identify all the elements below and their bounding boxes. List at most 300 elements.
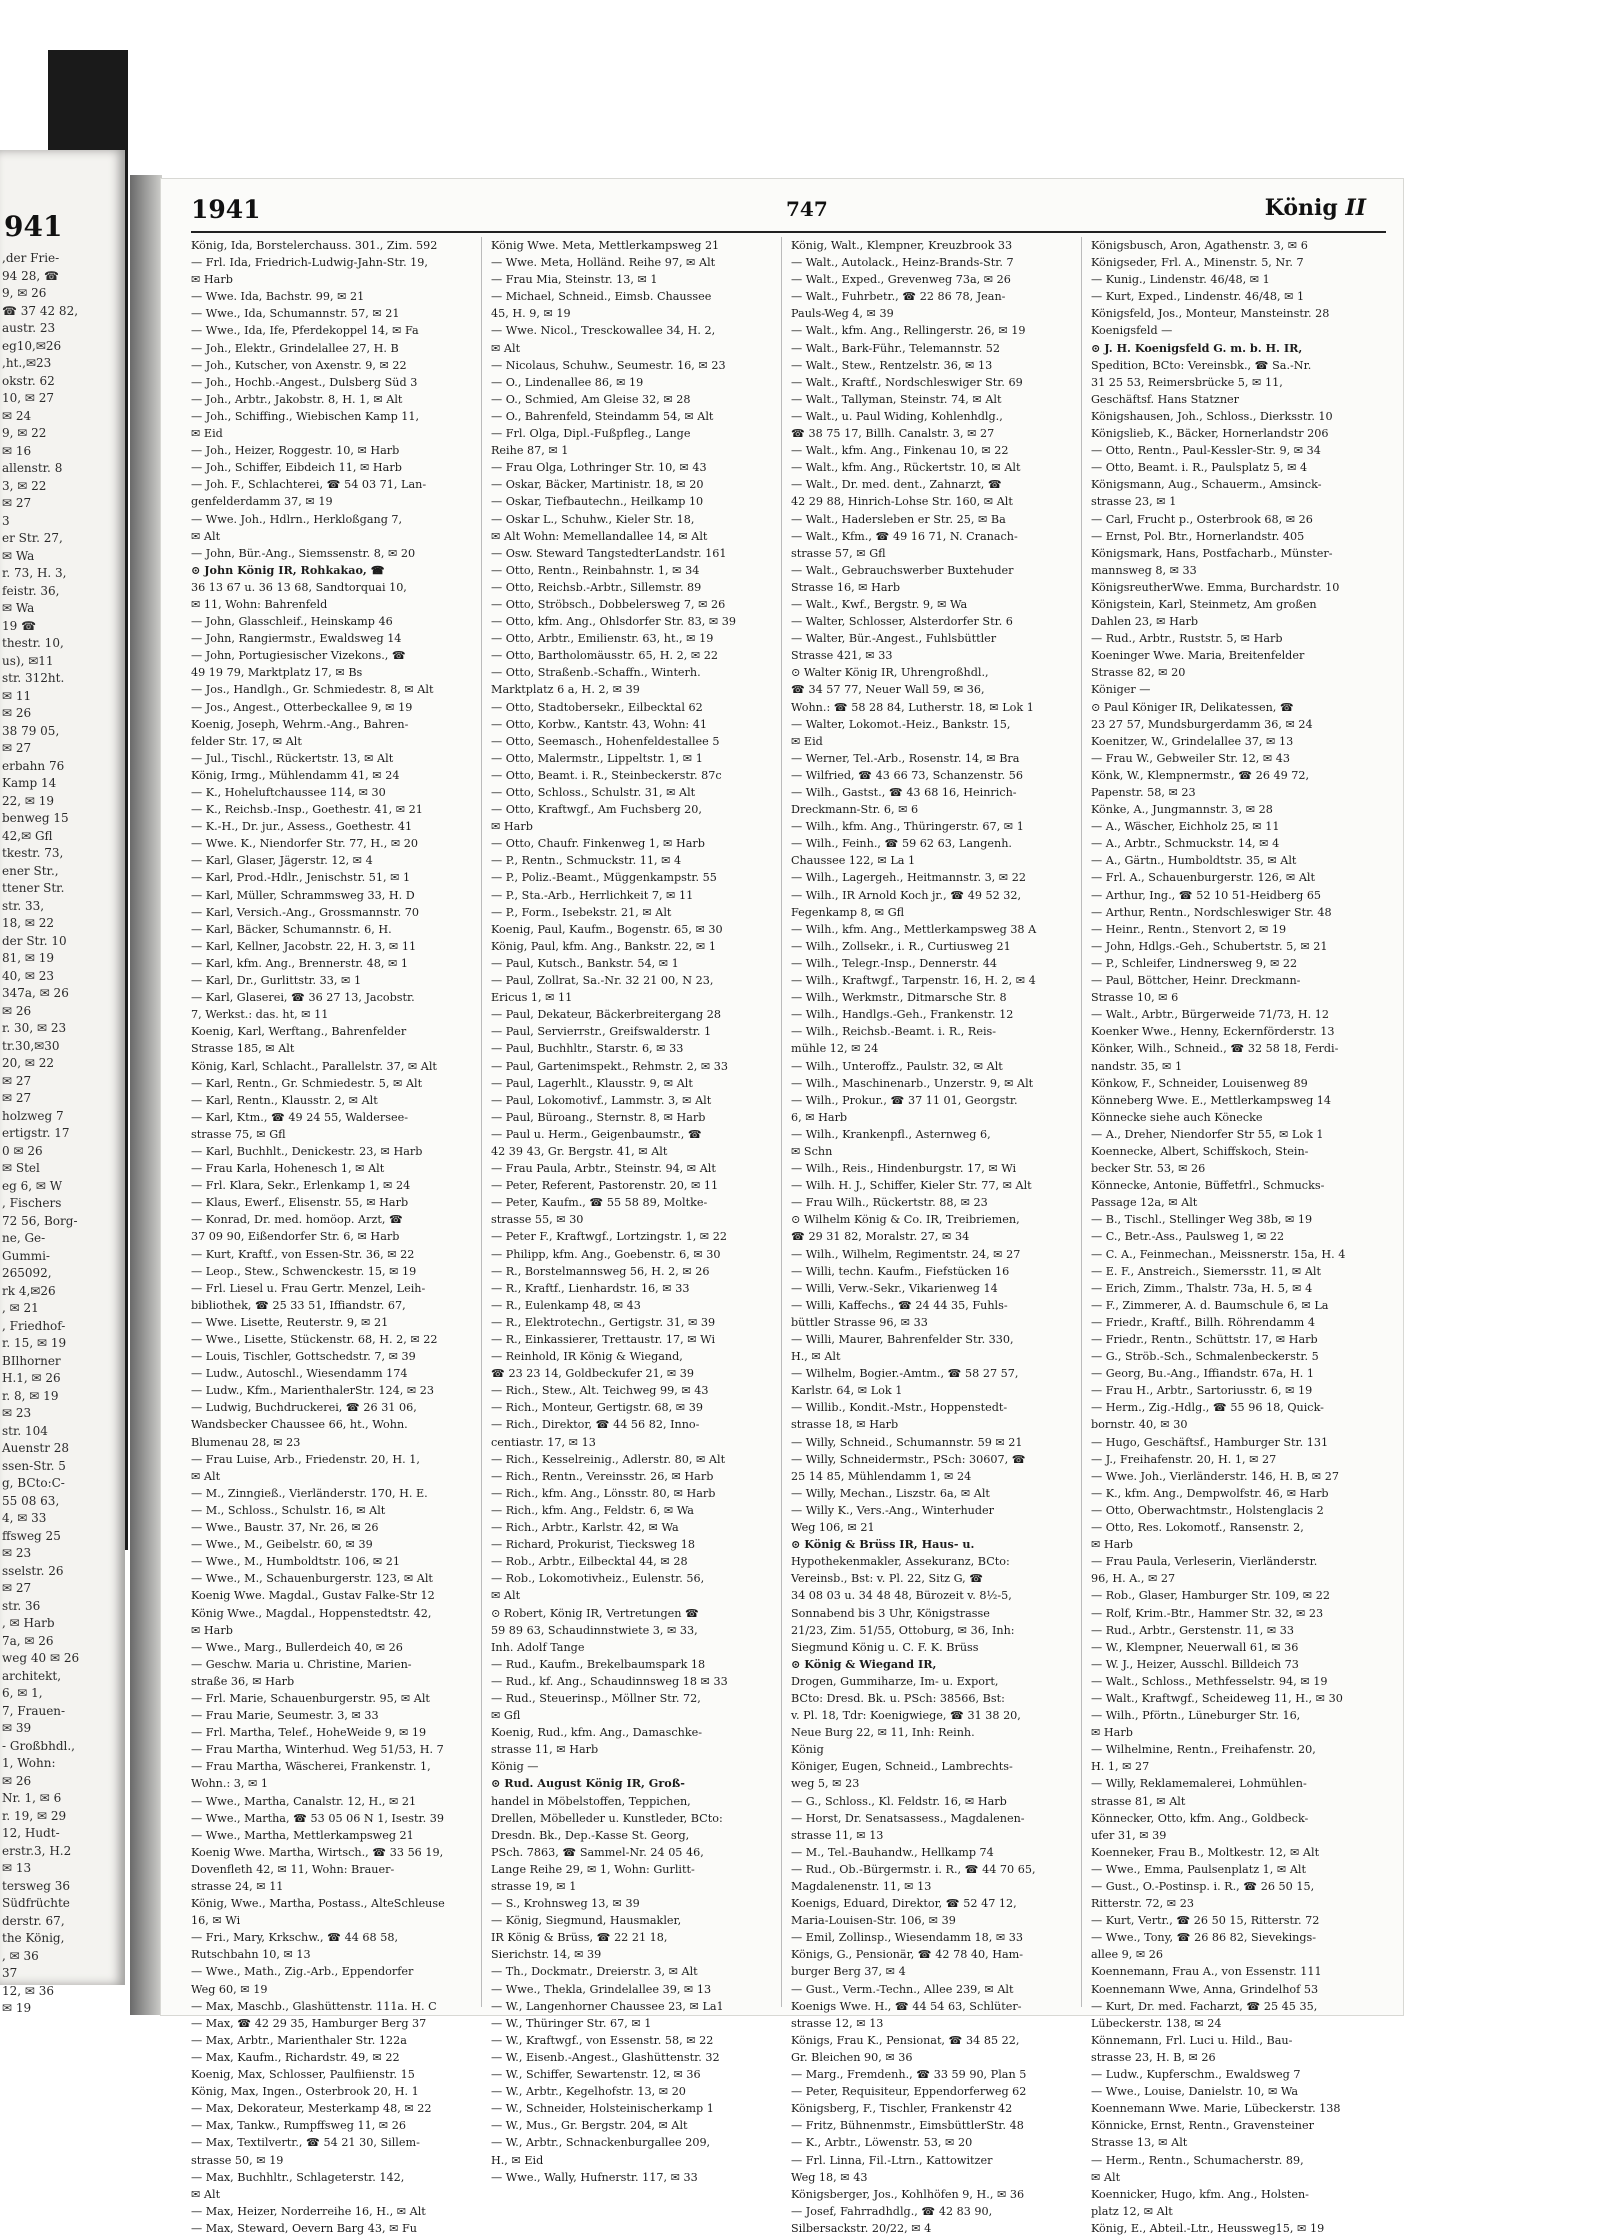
directory-entry: — Ludw., Kfm., MarienthalerStr. 124, ✉ 23 [191,1384,435,1398]
directory-entry: — Wilh., kfm. Ang., Mettlerkampsweg 38 A [791,922,1037,936]
directory-entry: Koenigsfeld — [1091,324,1173,338]
directory-entry: — Frau Wilh., Rückertstr. 88, ✉ 23 [791,1196,988,1210]
directory-entry: — Wwe. Ida, Bachstr. 99, ✉ 21 [191,290,365,304]
directory-entry: — Otto, Seemasch., Hohenfeldestallee 5 [491,734,720,748]
directory-entry: — Rolf, Krim.-Btr., Hammer Str. 32, ✉ 23 [1091,1606,1324,1620]
directory-entry: — Rich., kfm. Ang., Feldstr. 6, ✉ Wa [491,1503,694,1517]
directory-entry: — Willib., Kondit.-Mstr., Hoppenstedt- [791,1401,1008,1415]
directory-entry: — Max, Tankw., Rumpffsweg 11, ✉ 26 [191,2119,406,2133]
directory-entry: Koenig, Paul, Kaufm., Bogenstr. 65, ✉ 30 [491,922,723,936]
directory-entry: — J., Freihafenstr. 20, H. 1, ✉ 27 [1091,1452,1277,1466]
previous-page-line: tkestr. 73, [2,846,64,860]
directory-entry: 96, H. A., ✉ 27 [1091,1572,1176,1586]
previous-page-line: ertigstr. 17 [2,1126,70,1140]
directory-entry: ⊙ Robert, König IR, Vertretungen ☎ [491,1606,699,1620]
directory-entry: — Max, ☎ 42 29 35, Hamburger Berg 37 [191,2016,427,2030]
directory-entry: — Ludw., Autoschl., Wiesendamm 174 [191,1367,408,1381]
previous-page-line: ssen-Str. 5 [2,1458,66,1473]
directory-entry: — Rud., Steuerinsp., Möllner Str. 72, [491,1691,701,1705]
page-gutter-shadow [130,175,162,2015]
directory-entry: — O., Lindenallee 86, ✉ 19 [491,375,644,389]
directory-entry: platz 12, ✉ Alt [1091,2204,1173,2218]
previous-page-line: r. 30, ✉ 23 [2,1021,67,1035]
previous-page-line: 10, ✉ 27 [2,391,55,405]
previous-page-line: architekt, [2,1668,62,1683]
directory-entry: — Frl. Olga, Dipl.-Fußpfleg., Lange [491,427,691,441]
directory-entry: — Paul, Buchhltr., Starstr. 6, ✉ 33 [491,1042,684,1056]
directory-entry: König, Max, Ingen., Osterbrook 20, H. 1 [191,2085,419,2099]
directory-entry: strasse 18, ✉ Harb [791,1418,899,1432]
directory-entry: Chaussee 122, ✉ La 1 [791,854,916,868]
directory-entry: Könnemann, Frl. Luci u. Hild., Bau- [1091,2033,1293,2047]
directory-entry: — Willy, Schneidermstr., PSch: 30607, ☎ [791,1452,1026,1466]
directory-entry: ✉ Harb [491,820,533,834]
previous-page-line: ✉ 19 [2,2001,32,2015]
previous-page-line: 12, ✉ 36 [2,1983,55,1998]
column-3 [791,237,1082,2235]
directory-entry: — Fritz, Bühnenmstr., EimsbüttlerStr. 48 [791,2119,1024,2133]
previous-page-line: okstr. 62 [2,373,55,388]
directory-entry: — Wwe., Wally, Hufnerstr. 117, ✉ 33 [491,2170,698,2184]
directory-entry: IR König & Brüss, ☎ 22 21 18, [491,1931,668,1945]
directory-entry: — K., Reichsb.-Insp., Goethestr. 41, ✉ 21 [191,803,423,817]
directory-entry: — Gust., O.-Postinsp. i. R., ☎ 26 50 15, [1091,1880,1315,1893]
directory-entry: — Walt., Arbtr., Bürgerweide 71/73, H. 12 [1091,1008,1330,1022]
directory-entry: Königsbusch, Aron, Agathenstr. 3, ✉ 6 [1091,239,1308,252]
directory-entry: — Rich., Direktor, ☎ 44 56 82, Inno- [491,1418,700,1432]
directory-entry: — Wwe., Math., Zig.-Arb., Eppendorfer [191,1965,414,1979]
directory-entry: 31 25 53, Reimersbrücke 5, ✉ 11, [1091,375,1283,389]
directory-entry: — Peter, Referent, Pastorenstr. 20, ✉ 11 [491,1179,719,1193]
directory-entry: — Wwe. Meta, Holländ. Reihe 97, ✉ Alt [491,256,716,270]
directory-entry: — Walt., Gebrauchswerber Buxtehuder [791,563,1014,577]
directory-entry: v. Pl. 18, Tdr: Koenigwiege, ☎ 31 38 20, [791,1709,1021,1723]
directory-entry: Dovenfleth 42, ✉ 11, Wohn: Brauer- [191,1862,395,1876]
directory-entry: — Max, Buchhltr., Schlageterstr. 142, [191,2170,405,2184]
directory-entry: H., ✉ Eid [491,2153,544,2167]
directory-entry: — Gust., Verm.-Techn., Allee 239, ✉ Alt [791,1982,1014,1996]
directory-entry: Strasse 16, ✉ Harb [791,580,901,594]
directory-entry: 37 09 90, Eißendorfer Str. 6, ✉ Harb [191,1230,400,1244]
directory-entry: — Frau Karla, Hohenesch 1, ✉ Alt [191,1162,385,1176]
directory-entry: — Walt., Kraftf., Nordschleswiger Str. 69 [791,375,1023,389]
directory-entry: — Walt., Exped., Grevenweg 73a, ✉ 26 [791,273,1011,287]
previous-page-line: rk 4,✉26 [2,1283,56,1298]
directory-entry: — Josef, Fahrradhdlg., ☎ 42 83 90, [791,2204,993,2218]
previous-page-line: sselstr. 26 [2,1563,64,1578]
directory-entry: — Karl, Müller, Schrammsweg 33, H. D [191,888,415,902]
directory-entry: — Max, Textilvertr., ☎ 54 21 30, Sillem- [191,2136,420,2150]
directory-entry: — Frau Mia, Steinstr. 13, ✉ 1 [491,273,658,287]
directory-entry: Inh. Adolf Tange [491,1640,585,1654]
previous-page-line: 347a, ✉ 26 [2,986,69,1000]
directory-entry: strasse 81, ✉ Alt [1091,1794,1186,1808]
previous-page-line: 42,✉ Gfl [2,828,53,843]
directory-entry: H. 1, ✉ 27 [1091,1760,1150,1774]
directory-entry: — Otto, Beamt. i. R., Steinbeckerstr. 87c [491,768,722,782]
directory-entry: — Michael, Schneid., Eimsb. Chaussee [491,290,712,304]
directory-entry: Koenig, Rud., kfm. Ang., Damaschke- [491,1726,702,1740]
directory-entry: — Rud., Kaufm., Brekelbaumspark 18 [491,1657,706,1671]
directory-entry: — R., Eulenkamp 48, ✉ 43 [491,1298,641,1312]
previous-page-line: 94 28, ☎ [2,268,59,283]
directory-entry: — Wilh., Werkmstr., Ditmarsche Str. 8 [791,991,1007,1005]
directory-entry: — Wilh., Kraftwgf., Tarpenstr. 16, H. 2, ✉ 4 [791,974,1036,988]
directory-entry: — A., Dreher, Niendorfer Str 55, ✉ Lok 1 [1091,1127,1324,1141]
directory-entry: — Wwe., Marg., Bullerdeich 40, ✉ 26 [191,1640,403,1654]
directory-entry: Drogen, Gummiharze, Im- u. Export, [791,1674,999,1688]
directory-entry: — Walt., kfm. Ang., Finkenau 10, ✉ 22 [791,444,1009,458]
directory-entry: — Karl, Rentn., Klausstr. 2, ✉ Alt [191,1093,378,1107]
directory-entry: handel in Möbelstoffen, Teppichen, [491,1794,691,1808]
directory-entry: — Willi, techn. Kaufm., Fiefstücken 16 [791,1264,1010,1278]
directory-entry: — Otto, Schloss., Schulstr. 31, ✉ Alt [491,786,696,799]
directory-entry: ✉ Alt [191,1469,221,1483]
previous-page-line: thestr. 10, [2,636,64,650]
directory-entry: — Willy, Reklamemalerei, Lohmühlen- [1091,1777,1307,1791]
directory-entry: — W., Thüringer Str. 67, ✉ 1 [491,2016,652,2030]
directory-entry: ⊙ König & Brüss IR, Haus- u. [791,1537,975,1552]
directory-entry: — Werner, Tel.-Arb., Rosenstr. 14, ✉ Bra [791,751,1020,765]
directory-entry: — P., Poliz.-Beamt., Müggenkampstr. 55 [491,871,717,885]
previous-page-line: ✉ 27 [2,1091,32,1105]
directory-entry: ⊙ Rud. August König IR, Groß- [491,1776,685,1791]
directory-entry: — K., Arbtr., Löwenstr. 53, ✉ 20 [791,2136,973,2150]
previous-page-year: 941 [4,210,63,243]
directory-entry: Silbersackstr. 20/22, ✉ 4 [791,2221,932,2235]
directory-entry: Papenstr. 58, ✉ 23 [1091,786,1196,799]
directory-entry: — Paul, Servierrstr., Greifswalderstr. 1 [491,1025,712,1039]
previous-page-line: ✉ 26 [2,1773,32,1788]
directory-entry: Gr. Bleichen 90, ✉ 36 [791,2050,913,2064]
directory-entry: Könnecke siehe auch Könecke [1091,1110,1263,1124]
previous-page-line: 3, ✉ 22 [2,478,47,493]
previous-page-line: erstr.3, H.2 [2,1843,72,1858]
directory-entry: Könneberg Wwe. E., Mettlerkampsweg 14 [1091,1093,1332,1107]
directory-entry: — Wilh., Prokur., ☎ 37 11 01, Georgstr. [791,1093,1018,1107]
directory-entry: — Frau W., Gebweiler Str. 12, ✉ 43 [1091,751,1290,765]
directory-entry: König Wwe., Magdal., Hoppenstedtstr. 42, [191,1606,432,1620]
directory-entry: Karlstr. 64, ✉ Lok 1 [791,1384,903,1398]
directory-entry: — Wwe., M., Geibelstr. 60, ✉ 39 [191,1538,373,1552]
directory-entry: — Frau Paula, Verleserin, Vierländerstr. [1091,1555,1318,1569]
directory-entry: — Rich., Monteur, Gertigstr. 68, ✉ 39 [491,1401,703,1415]
directory-entry: — Paul, Zollrat, Sa.-Nr. 32 21 00, N 23, [491,974,714,988]
directory-entry: — W., Schneider, Holsteinischerkamp 1 [491,2102,714,2116]
previous-page-line: 37 [2,1966,18,1980]
directory-entry: — Wwe. Nicol., Tresckowallee 34, H. 2, [491,324,716,338]
directory-entry: — R., Borstelmannsweg 56, H. 2, ✉ 26 [491,1264,710,1278]
directory-entry: — Geschw. Maria u. Christine, Marien- [191,1657,412,1671]
directory-entry: straße 36, ✉ Harb [191,1674,295,1688]
directory-entry: Koennemann Wwe. Marie, Lübeckerstr. 138 [1091,2102,1341,2116]
directory-entry: — Rich., Rentn., Vereinsstr. 26, ✉ Harb [491,1469,714,1483]
previous-page-line: ✉ 23 [2,1546,32,1560]
column-4 [1091,237,1381,2235]
directory-entry: — Wwe. K., Niendorfer Str. 77, H., ✉ 20 [191,837,419,851]
directory-entry: ✉ Schn [791,1144,833,1158]
directory-entry: Lange Reihe 29, ✉ 1, Wohn: Gurlitt- [491,1862,695,1876]
previous-page-line: benweg 15 [2,811,69,825]
directory-entry: Pauls-Weg 4, ✉ 39 [791,307,894,321]
directory-entry: Koenker Wwe., Henny, Eckernförderstr. 13 [1091,1025,1335,1039]
previous-page-line: 7, Frauen- [2,1703,66,1718]
directory-entry: — Walt., Bark-Führ., Telemannstr. 52 [791,341,1001,355]
directory-entry: ⊙ Walter König IR, Uhrengroßhdl., [791,666,989,680]
previous-page-line: , Friedhof- [2,1318,66,1333]
directory-entry: — Wilh., Unteroffz., Paulstr. 32, ✉ Alt [791,1059,1003,1073]
directory-entry: — Joh., Kutscher, von Axenstr. 9, ✉ 22 [191,358,407,372]
directory-entry: Könkow, F., Schneider, Louisenweg 89 [1091,1076,1308,1090]
previous-page-line: ✉ 27 [2,1581,32,1595]
directory-entry: — Karl, Versich.-Ang., Grossmannstr. 70 [191,905,419,919]
directory-entry: 36 13 67 u. 36 13 68, Sandtorquai 10, [191,580,407,594]
directory-entry: becker Str. 53, ✉ 26 [1091,1162,1206,1176]
directory-entry: — Walt., Schloss., Methfesselstr. 94, ✉ 19 [1091,1674,1328,1688]
directory-entry: — Wwe., Lisette, Stückenstr. 68, H. 2, ✉ 22 [191,1333,438,1346]
directory-entry: ☎ 38 75 17, Billh. Canalstr. 3, ✉ 27 [791,427,995,441]
directory-entry: Spedition, BCto: Vereinsbk., ☎ Sa.-Nr. [1091,358,1312,372]
directory-entry: Rutschbahn 10, ✉ 13 [191,1948,311,1962]
previous-page-line: g, BCto:C- [2,1476,65,1490]
previous-page-line: allenstr. 8 [2,461,63,475]
previous-page-line: 4, ✉ 33 [2,1511,47,1525]
directory-entry: nandstr. 35, ✉ 1 [1091,1059,1183,1073]
previous-page-line: 72 56, Borg- [2,1213,78,1228]
directory-entry: Blumenau 28, ✉ 23 [191,1435,301,1449]
directory-entry: ✉ Eid [191,427,223,441]
directory-entry: Königslieb, K., Bäcker, Hornerlandstr 206 [1091,427,1329,441]
directory-entry: — Wilh., Krankenpfl., Asternweg 6, [791,1127,991,1141]
directory-entry: ✉ Alt [1091,2170,1121,2184]
directory-entry: — Karl, Buchhlt., Denickestr. 23, ✉ Harb [191,1144,423,1158]
previous-page-line: str. 33, [2,898,45,913]
directory-entry: mannsweg 8, ✉ 33 [1091,563,1197,577]
directory-entry: — Ludw., Kupferschm., Ewaldsweg 7 [1091,2068,1301,2082]
directory-entry: — P., Sta.-Arb., Herrlichkeit 7, ✉ 11 [491,888,694,902]
directory-entry: König, Irmg., Mühlendamm 41, ✉ 24 [191,768,400,782]
previous-page-line: ✉ Wa [2,548,35,563]
directory-entry: Königsberg, F., Tischler, Frankenstr 42 [791,2102,1013,2116]
previous-page-line: str. 36 [2,1598,41,1613]
directory-entry: — Emil, Zollinsp., Wiesendamm 18, ✉ 33 [791,1931,1023,1945]
previous-page-line: Gummi- [2,1248,50,1263]
directory-entry: — Wilh., Pförtn., Lüneburger Str. 16, [1091,1709,1301,1723]
previous-page-line: ✉ 39 [2,1721,32,1735]
directory-entry: Weg 106, ✉ 21 [791,1521,875,1535]
directory-entry: Koenig, Karl, Werftang., Bahrenfelder [191,1025,407,1039]
directory-entry: strasse 11, ✉ Harb [491,1743,599,1757]
directory-entry: — Wilhelm, Bogier.-Amtm., ☎ 58 27 57, [791,1367,1019,1381]
directory-entry: — Kurt, Vertr., ☎ 26 50 15, Ritterstr. 72 [1091,1914,1320,1928]
directory-entry: Wandsbecker Chaussee 66, ht., Wohn. [191,1418,408,1432]
directory-entry: — Wilh., Zollsekr., i. R., Curtiusweg 21 [791,939,1011,953]
directory-entry: — Karl, kfm. Ang., Brennerstr. 48, ✉ 1 [191,956,408,970]
directory-entry: — Joh., Heizer, Roggestr. 10, ✉ Harb [191,444,400,458]
directory-entry: Königshausen, Joh., Schloss., Dierksstr. 10 [1091,409,1333,423]
directory-entry: — Otto, Stadtobersekr., Eilbecktal 62 [491,700,703,714]
previous-page-line: us), ✉11 [2,653,54,668]
directory-entry: König, Paul, kfm. Ang., Bankstr. 22, ✉ 1 [491,939,716,953]
directory-entry: — Walt., Kfm., ☎ 49 16 71, N. Cranach- [791,529,1018,543]
previous-page-line: Nr. 1, ✉ 6 [2,1791,62,1805]
directory-entry: Sonnabend bis 3 Uhr, Königstrasse [791,1606,990,1620]
previous-page-line: 20, ✉ 22 [2,1056,55,1070]
previous-page-line: r. 8, ✉ 19 [2,1388,59,1403]
directory-entry: — Otto, Kraftwgf., Am Fuchsberg 20, [491,803,702,817]
previous-page-line: ,der Frie- [2,251,60,265]
directory-entry: — Walt., Fuhrbetr., ☎ 22 86 78, Jean- [791,290,1006,304]
directory-entry: ufer 31, ✉ 39 [1091,1828,1167,1842]
previous-page-line: 1, Wohn: [2,1756,56,1770]
directory-entry: Koeninger Wwe. Maria, Breitenfelder [1091,649,1305,663]
directory-entry: — R., Elektrotechn., Gertigstr. 31, ✉ 39 [491,1315,716,1329]
directory-entry: — Reinhold, IR König & Wiegand, [491,1350,683,1364]
directory-entry: — Oskar, Bäcker, Martinistr. 18, ✉ 20 [491,478,704,492]
directory-entry: Strasse 421, ✉ 33 [791,649,893,663]
directory-entry: — Hugo, Geschäftsf., Hamburger Str. 131 [1091,1435,1329,1449]
previous-page-line: str. 312ht. [2,671,65,685]
directory-entry: — Rob., Glaser, Hamburger Str. 109, ✉ 22 [1091,1589,1330,1603]
directory-entry: — Richard, Prokurist, Tiecksweg 18 [491,1538,695,1552]
directory-entry: — Otto, kfm. Ang., Ohlsdorfer Str. 83, ✉ 39 [491,615,737,629]
directory-entry: — Frau Marie, Seumestr. 3, ✉ 33 [191,1709,379,1723]
directory-entry: — O., Schmied, Am Gleise 32, ✉ 28 [491,392,691,406]
directory-entry: — Peter, Requisiteur, Eppendorferweg 62 [791,2085,1027,2099]
directory-entry: — M., Tel.-Bauhandw., Hellkamp 74 [791,1845,994,1859]
previous-page-line: eg10,✉26 [2,338,62,353]
directory-entry: — Jos., Angest., Otterbeckallee 9, ✉ 19 [191,700,413,714]
directory-entry: 21/23, Zim. 51/55, Ottoburg, ✉ 36, Inh: [791,1623,1015,1637]
directory-entry: Lübeckerstr. 138, ✉ 24 [1091,2016,1222,2030]
directory-entry: — Rud., Arbtr., Ruststr. 5, ✉ Harb [1091,632,1283,646]
directory-entry: felder Str. 17, ✉ Alt [191,734,302,748]
directory-entry: 16, ✉ Wi [191,1914,241,1928]
directory-entry: 42 39 43, Gr. Bergstr. 41, ✉ Alt [491,1144,668,1158]
directory-entry: mühle 12, ✉ 24 [791,1042,879,1056]
directory-entry: — Wwe., Baustr. 37, Nr. 26, ✉ 26 [191,1521,379,1535]
directory-entry: Koenigs Wwe. H., ☎ 44 54 63, Schlüter- [791,1999,1022,2013]
directory-entry: Koenig Wwe. Magdal., Gustav Falke-Str 12 [191,1589,435,1603]
directory-entry: — Walt., Stew., Rentzelstr. 36, ✉ 13 [791,358,993,372]
directory-entry: Könnecke, Antonie, Büffetfrl., Schmucks- [1091,1179,1325,1193]
directory-entry: — Rich., Kesselreinig., Adlerstr. 80, ✉ Alt [491,1452,726,1466]
directory-entry: — Otto, Korbw., Kantstr. 43, Wohn: 41 [491,717,707,731]
directory-entry: — Wilh., Lagergeh., Heitmannstr. 3, ✉ 22 [791,871,1026,885]
directory-entry: — John, Glasschleif., Heinskamp 46 [191,615,393,629]
directory-entry: Drellen, Möbelleder u. Kunstleder, BCto: [491,1811,723,1825]
directory-entry: centiastr. 17, ✉ 13 [491,1435,596,1449]
directory-entry: ⊙ J. H. Koenigsfeld G. m. b. H. IR, [1091,340,1303,355]
previous-page-line: r. 15, ✉ 19 [2,1336,67,1350]
directory-entry: König, Walt., Klempner, Kreuzbrook 33 [791,239,1013,252]
page-year: 1941 [191,195,261,224]
directory-entry: strasse 57, ✉ Gfl [791,546,886,560]
directory-entry: ✉ Harb [1091,1538,1133,1552]
directory-entry: — Otto, Malermstr., Lippeltstr. 1, ✉ 1 [491,751,703,765]
directory-entry: — Heinr., Rentn., Stenvort 2, ✉ 19 [1091,922,1287,936]
directory-entry: Koennemann, Frau A., von Essenstr. 111 [1091,1965,1322,1979]
directory-entry: — Joh., Hochb.-Angest., Dulsberg Süd 3 [191,375,418,389]
directory-entry: — Max, Kaufm., Richardstr. 49, ✉ 22 [191,2050,400,2064]
directory-entry: — Wwe. Lisette, Reuterstr. 9, ✉ 21 [191,1315,389,1329]
directory-entry: — Wwe., Ida, Ife, Pferdekoppel 14, ✉ Fa [191,324,419,338]
directory-entry: — Karl, Glaser, Jägerstr. 12, ✉ 4 [191,854,373,868]
previous-page-line: erbahn 76 [2,758,65,773]
directory-entry: — Oskar L., Schuhw., Kieler Str. 18, [491,512,695,526]
directory-entry: ⊙ König & Wiegand IR, [791,1656,937,1671]
directory-entry: — M., Zinngieß., Vierländerstr. 170, H. E. [191,1486,428,1500]
previous-page [0,150,125,2015]
directory-entry: — Paul, Lokomotivf., Lammstr. 3, ✉ Alt [491,1093,712,1107]
directory-entry: Strasse 82, ✉ 20 [1091,666,1186,680]
previous-page-line: , ✉ 36 [2,1948,39,1963]
previous-page-line: 3 [2,513,10,528]
directory-entry: — Otto, Beamt. i. R., Paulsplatz 5, ✉ 4 [1091,461,1308,475]
directory-entry: Königstein, Karl, Steinmetz, Am großen [1091,597,1317,611]
previous-page-line: er Str. 27, [2,531,63,545]
directory-entry: — Wilh. H. J., Schiffer, Kieler Str. 77, ✉ Alt [791,1179,1032,1193]
directory-entry: — John, Bür.-Ang., Siemssenstr. 8, ✉ 20 [191,546,416,560]
directory-entry: strasse 23, ✉ 1 [1091,495,1177,509]
directory-entry: — Wilh., Gastst., ☎ 43 68 16, Heinrich- [791,786,1017,799]
previous-page-line: ✉ 26 [2,706,32,720]
previous-page-line: ener Str., [2,863,59,878]
directory-entry: Ritterstr. 72, ✉ 23 [1091,1897,1194,1911]
directory-entry: — Wwe., Martha, Canalstr. 12, H., ✉ 21 [191,1794,417,1808]
directory-entry: — Ernst, Pol. Btr., Hornerlandstr. 405 [1091,529,1305,543]
previous-page-line: ✉ 27 [2,1073,32,1088]
directory-entry: strasse 24, ✉ 11 [191,1880,284,1893]
directory-entry: 34 08 03 u. 34 48 48, Bürozeit v. 8½-5, [791,1589,1012,1603]
directory-entry: Wohn.: ☎ 58 28 84, Lutherstr. 18, ✉ Lok 1 [791,700,1034,714]
directory-entry: Königer, Eugen, Schneid., Lambrechts- [791,1760,1013,1774]
directory-page [160,178,1404,2235]
directory-entry: ⊙ John König IR, Rohkakao, ☎ [191,562,385,577]
directory-entry: — Rich., Stew., Alt. Teichweg 99, ✉ 43 [491,1384,709,1398]
previous-page-line: ✉ 27 [2,741,32,755]
directory-entry: Reihe 87, ✉ 1 [491,444,569,458]
directory-entry: — Paul, Lagerhlt., Klausstr. 9, ✉ Alt [491,1076,693,1090]
directory-entry: Koenig Wwe. Martha, Wirtsch., ☎ 33 56 19, [191,1845,444,1859]
directory-entry: — Willi, Maurer, Bahrenfelder Str. 330, [791,1333,1014,1346]
previous-page-line: holzweg 7 [2,1108,64,1123]
page-header [191,195,1386,229]
previous-page-line: ✉ 13 [2,1861,32,1875]
directory-entry: burger Berg 37, ✉ 4 [791,1965,906,1979]
directory-entry: Koenneker, Frau B., Moltkestr. 12, ✉ Alt [1091,1845,1320,1859]
directory-entry: — Frau Olga, Lothringer Str. 10, ✉ 43 [491,461,707,475]
previous-page-line: the König, [2,1931,65,1945]
directory-entry: ✉ Alt [491,341,521,355]
previous-page-line: 22, ✉ 19 [2,793,55,808]
directory-entry: ☎ 34 57 77, Neuer Wall 59, ✉ 36, [791,683,985,697]
directory-entry: — Paul, Dekateur, Bäckerbreitergang 28 [491,1008,721,1022]
directory-entry: — Joh. F., Schlachterei, ☎ 54 03 71, Lan- [191,478,427,492]
directory-entry: — Willy K., Vers.-Ang., Winterhuder [791,1503,994,1517]
directory-entry: — Frl. Ida, Friedrich-Ludwig-Jahn-Str. 19, [191,256,428,270]
directory-entry: — Otto, Res. Lokomotf., Ransenstr. 2, [1091,1521,1304,1535]
directory-entry: — Konrad, Dr. med. homöop. Arzt, ☎ [191,1213,403,1227]
directory-entry: — W., Eisenb.-Angest., Glashüttenstr. 32 [491,2050,720,2064]
directory-entry: — Kurt, Exped., Lindenstr. 46/48, ✉ 1 [1091,290,1305,304]
directory-entry: König, Wwe., Martha, Postass., AlteSchleuse [191,1897,445,1911]
column-1 [191,237,482,2235]
directory-entry: — Wwe., Ida, Schumannstr. 57, ✉ 21 [191,307,400,321]
directory-entry: — Rich., kfm. Ang., Lönsstr. 80, ✉ Harb [491,1486,716,1500]
directory-entry: ☎ 23 23 14, Goldbeckufer 21, ✉ 39 [491,1367,695,1381]
directory-entry: — Peter F., Kraftwgf., Lortzingstr. 1, ✉ 22 [491,1230,727,1244]
